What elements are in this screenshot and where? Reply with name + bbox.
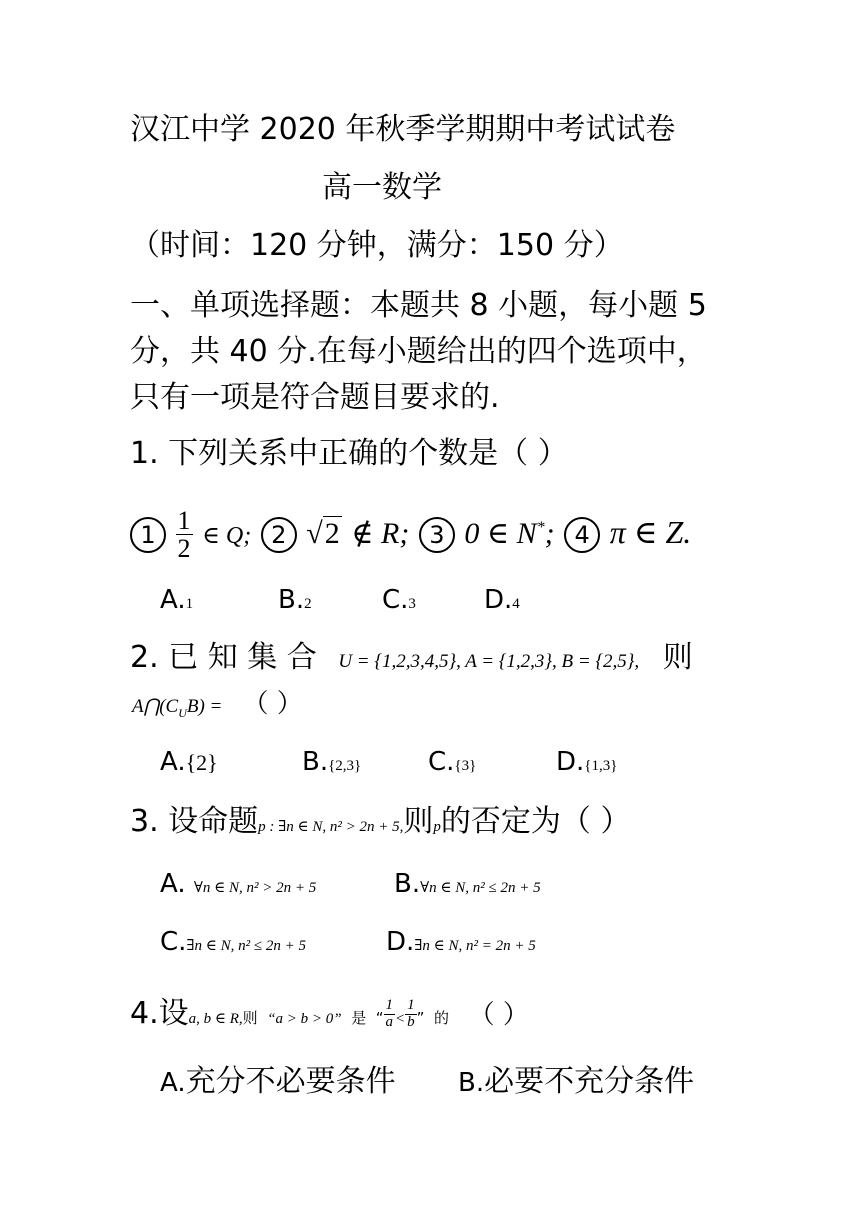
page-title: 汉江中学 2020 年秋季学期期中考试试卷 [130,112,676,147]
circled-number-3: 3 [419,517,455,553]
q1-option-c[interactable]: C.3 [382,585,416,615]
question-1-items [130,498,692,563]
fraction-1-over-b: $\frac{1}{b}$ [407,997,415,1030]
fraction-one-half: $\frac{1}{2}$ [177,505,191,563]
question-4-stem: 4.设a, b ∈ R,则 “a > b > 0” 是 “ $\frac{1}{a}$ < $\frac{1}{b}$ ” 的 （ ） [130,996,529,1031]
q2-option-a[interactable]: A.{2} [160,747,218,777]
q3-option-b[interactable]: B.∀n ∈ N, n² ≤ 2n + 5 [394,869,541,899]
relation-1: ∈ Q; [202,523,252,549]
relation-3: 0 ∈ N*; [464,517,555,550]
q2-option-b[interactable]: B.{2,3} [302,747,362,777]
q1-option-a[interactable]: A.1 [160,585,194,615]
q4-option-a[interactable]: A.充分不必要条件 [160,1064,396,1099]
exam-info: （时间：120 分钟，满分：150 分） [130,228,624,263]
relation-2: ∉ R; [351,517,410,550]
circled-number-1: 1 [130,517,166,553]
q4-option-b[interactable]: B.必要不充分条件 [458,1064,695,1099]
q1-option-d[interactable]: D.4 [484,585,520,615]
circled-number-2: 2 [261,517,297,553]
section-heading-line3: 只有一项是符合题目要求的. [130,380,500,415]
section-heading-line2: 分，共 40 分.在每小题给出的四个选项中， [130,334,707,369]
question-2-expression: $A⋂(C_UB)$ = （ ） [132,689,303,720]
question-3-stem: 3. 设命题p : ∃n ∈ N, n² > 2n + 5,则p的否定为（ ） [130,804,631,839]
q2-option-d[interactable]: D.{1,3} [556,747,618,777]
q1-option-b[interactable]: B.2 [278,585,312,615]
q3-option-a[interactable]: A. ∀n ∈ N, n² > 2n + 5 [160,869,317,899]
q3-option-d[interactable]: D.∃n ∈ N, n² = 2n + 5 [386,927,536,957]
set-definitions: U = {1,2,3,4,5}, A = {1,2,3}, B = {2,5}, [338,651,640,672]
section-heading-line1: 一、单项选择题：本题共 8 小题，每小题 5 [130,288,707,323]
fraction-1-over-a: $\frac{1}{a}$ [385,997,394,1030]
q3-option-c[interactable]: C.∃n ∈ N, n² ≤ 2n + 5 [160,927,307,957]
question-2-stem: 2. 已 知 集 合 U = {1,2,3,4,5}, A = {1,2,3}, B = {2,5}, 则 [130,640,693,675]
subject-title: 高一数学 [322,170,442,205]
circled-number-4: 4 [564,517,600,553]
question-1-stem: 1. 下列关系中正确的个数是（ ） [130,436,568,471]
relation-4: π ∈ Z. [609,514,692,550]
q2-option-c[interactable]: C.{3} [428,747,477,777]
proposition-p: p : ∃n ∈ N, n² > 2n + 5, [258,819,404,835]
sqrt-two: √2 [306,517,340,550]
